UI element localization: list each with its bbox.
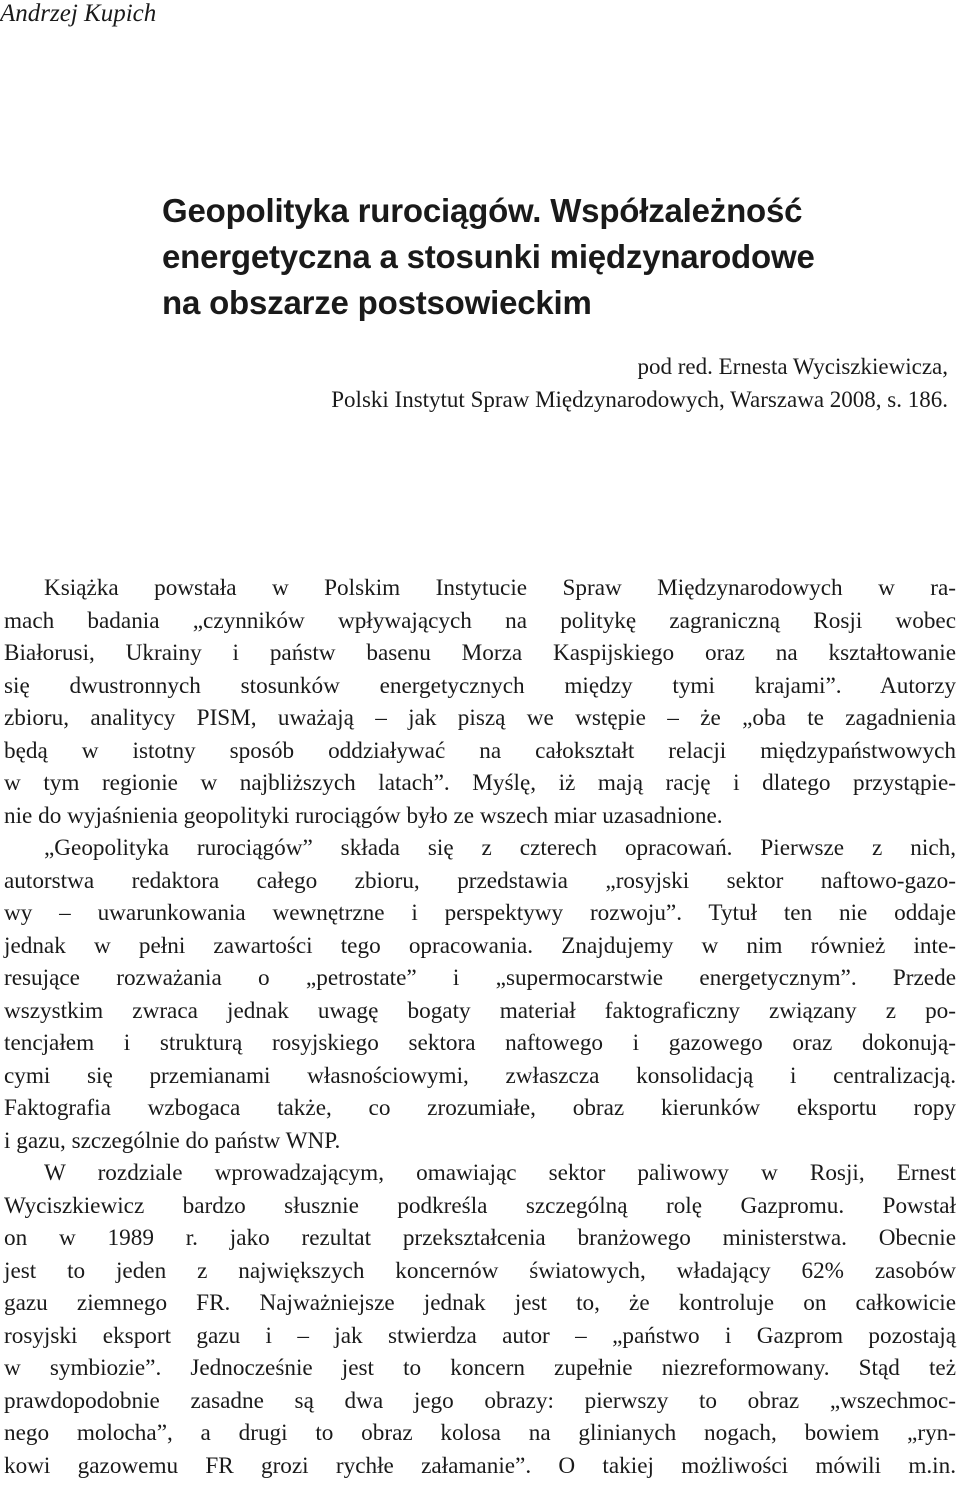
- imprint-editor: pod red. Ernesta Wyciszkiewicza,: [637, 354, 948, 379]
- book-imprint: [331, 350, 948, 416]
- text-line: wy – uwarunkowania wewnętrzne i perspektywy rozwoju”. Tytuł ten nie oddaje: [4, 900, 956, 926]
- text-line: Białorusi, Ukrainy i państw basenu Morza Kaspijskiego oraz na kształtowanie: [4, 640, 956, 666]
- text-line: wszystkim zwraca jednak uwagę bogaty materiał faktograficzny związany z po-: [4, 997, 956, 1024]
- title-line: na obszarze postsowieckim: [162, 284, 592, 321]
- text-line: Książka powstała w Polskim Instytucie Spraw Międzynarodowych w ra-: [44, 575, 956, 601]
- title-line: Geopolityka rurociągów. Współzależność: [162, 192, 803, 229]
- text-line: nego molocha”, a drugi to obraz kolosa na glinianych nogach, bowiem „ryn-: [4, 1420, 956, 1446]
- text-line: Wyciszkiewicz bardzo słusznie podkreśla szczególną rolę Gazpromu. Powstał: [4, 1192, 956, 1219]
- text-line: „Geopolityka rurociągów” składa się z czterech opracowań. Pierwsze z nich,: [44, 835, 956, 861]
- text-line: W rozdziale wprowadzającym, omawiając sektor paliwowy w Rosji, Ernest: [44, 1160, 956, 1186]
- imprint-publisher: Polski Instytut Spraw Międzynarodowych, Warszawa 2008, s. 186.: [331, 387, 948, 412]
- text-line: tencjałem i strukturą rosyjskiego sektora naftowego i gazowego oraz dokonują-: [4, 1030, 956, 1056]
- text-line: Faktografia wzbogaca także, co zrozumiałe, obraz kierunków eksportu ropy: [4, 1095, 956, 1121]
- title-line: energetyczna a stosunki międzynarodowe: [162, 238, 815, 275]
- text-line: w tym regionie w najbliższych latach”. Myślę, iż mają rację i dlatego przystąpie-: [4, 770, 956, 796]
- text-line: resujące rozważania o „petrostate” i „supermocarstwie energetycznym”. Przede: [4, 965, 956, 991]
- text-line: mach badania „czynników wpływających na politykę zagraniczną Rosji wobec: [4, 607, 956, 634]
- text-line: i gazu, szczególnie do państw WNP.: [4, 1127, 341, 1154]
- text-line: cymi się przemianami własnościowymi, zwłaszcza konsolidacją i centralizacją.: [4, 1062, 956, 1089]
- running-head-author: Andrzej Kupich: [0, 0, 157, 27]
- text-line: gazu ziemnego FR. Najważniejsze jednak jest to, że kontroluje on całkowicie: [4, 1290, 956, 1316]
- text-line: zbioru, analitycy PISM, uważają – jak piszą we wstępie – że „oba te zagadnienia: [4, 705, 956, 731]
- text-line: on w 1989 r. jako rezultat przekształcenia branżowego ministerstwa. Obecnie: [4, 1225, 956, 1251]
- text-line: kowi gazowemu FR grozi rychłe załamanie”. O takiej możliwości mówili m.in.: [4, 1452, 956, 1479]
- text-line: nie do wyjaśnienia geopolityki rurociągów było ze wszech miar uzasadnione.: [4, 802, 723, 829]
- reviewed-book-title: [162, 188, 922, 326]
- text-line: się dwustronnych stosunków energetycznych między tymi krajami”. Autorzy: [4, 672, 956, 699]
- text-line: prawdopodobnie zasadne są dwa jego obrazy: pierwszy to obraz „wszechmoc-: [4, 1387, 956, 1414]
- review-body: [4, 572, 956, 1482]
- text-line: będą w istotny sposób oddziaływać na całokształt relacji międzypaństwowych: [4, 737, 956, 764]
- text-line: rosyjski eksport gazu i – jak stwierdza autor – „państwo i Gazprom pozostają: [4, 1322, 956, 1349]
- text-line: jednak w pełni zawartości tego opracowania. Znajdujemy w nim również inte-: [4, 932, 956, 959]
- text-line: autorstwa redaktora całego zbioru, przedstawia „rosyjski sektor naftowo-gazo-: [4, 867, 956, 894]
- text-line: w symbiozie”. Jednocześnie jest to koncern zupełnie niezreformowany. Stąd też: [4, 1355, 956, 1381]
- text-line: jest to jeden z największych koncernów światowych, władający 62% zasobów: [4, 1257, 956, 1284]
